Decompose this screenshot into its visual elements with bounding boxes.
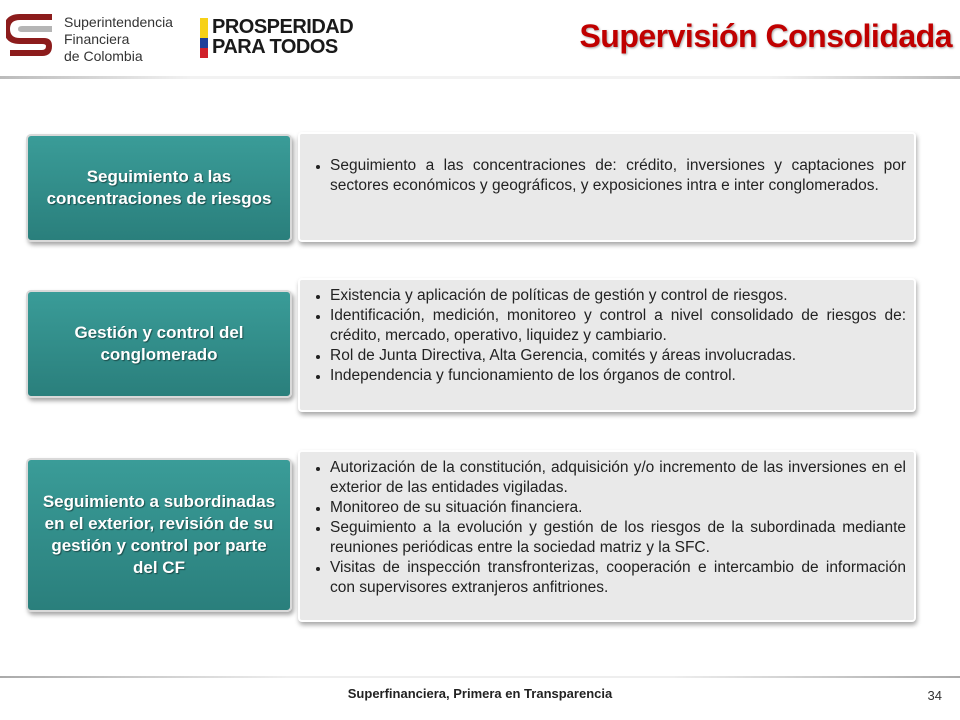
sfc-logo-line: Superintendencia <box>64 14 173 30</box>
prosperidad-line-1: PROSPERIDAD <box>212 16 354 38</box>
bullet-item: • Seguimiento a la evolución y gestión de los riesgos de la subordinada mediante reuniones periódicas entre la sociedad matriz y la SFC. <box>330 518 906 558</box>
sfc-logo-line: Financiera <box>64 31 130 47</box>
prosperidad-logo <box>200 16 354 62</box>
sfc-logo-text <box>64 14 173 65</box>
row-content-concentraciones <box>298 132 916 242</box>
sfc-logo <box>6 10 176 66</box>
bullet-item: • Independencia y funcionamiento de los órganos de control. <box>330 366 906 386</box>
bullet-list <box>310 286 906 386</box>
row-content-subordinadas <box>298 450 916 622</box>
bullet-list <box>310 156 906 196</box>
bullet-item: • Existencia y aplicación de políticas de gestión y control de riesgos. <box>330 286 906 306</box>
row-label-text: Gestión y control del conglomerado <box>74 323 244 364</box>
row-label-subordinadas <box>26 458 292 612</box>
slide-title: Supervisión Consolidada <box>579 18 952 54</box>
row-label-text: Seguimiento a subordinadas en el exterior, revisión de su gestión y control por parte del CF <box>42 492 276 577</box>
bullet-item: • Visitas de inspección transfronterizas, cooperación e intercambio de información con supervisores extranjeros anfitriones. <box>330 558 906 598</box>
prosperidad-logo-text <box>212 17 353 57</box>
header-divider <box>0 76 960 79</box>
bullet-item: • Seguimiento a las concentraciones de: crédito, inversiones y captaciones por sectores económicos y geográficos, y exposiciones intra e inter conglomerados. <box>330 156 906 196</box>
bullet-item: • Rol de Junta Directiva, Alta Gerencia, comités y áreas involucradas. <box>330 346 906 366</box>
footer-divider <box>0 676 960 678</box>
page-number: 34 <box>927 688 942 703</box>
bullet-item: • Autorización de la constitución, adquisición y/o incremento de las inversiones en el exterior de las entidades vigiladas. <box>330 458 906 498</box>
sfc-emblem-icon <box>6 14 58 62</box>
bullet-item: • Identificación, medición, monitoreo y control a nivel consolidado de riesgos de: crédito, mercado, operativo, liquidez y cambiario. <box>330 306 906 346</box>
bullet-item: • Monitoreo de su situación financiera. <box>330 498 906 518</box>
row-label-gestion <box>26 290 292 398</box>
sfc-logo-line: de Colombia <box>64 48 143 64</box>
footer-slogan: Superfinanciera, Primera en Transparencia <box>347 686 613 701</box>
prosperidad-line-2: PARA TODOS <box>212 36 338 58</box>
colombia-flag-icon <box>200 18 208 58</box>
row-content-gestion <box>298 278 916 412</box>
row-label-text: Seguimiento a las concentraciones de riesgos <box>46 167 272 208</box>
bullet-list <box>310 458 906 598</box>
row-label-concentraciones <box>26 134 292 242</box>
